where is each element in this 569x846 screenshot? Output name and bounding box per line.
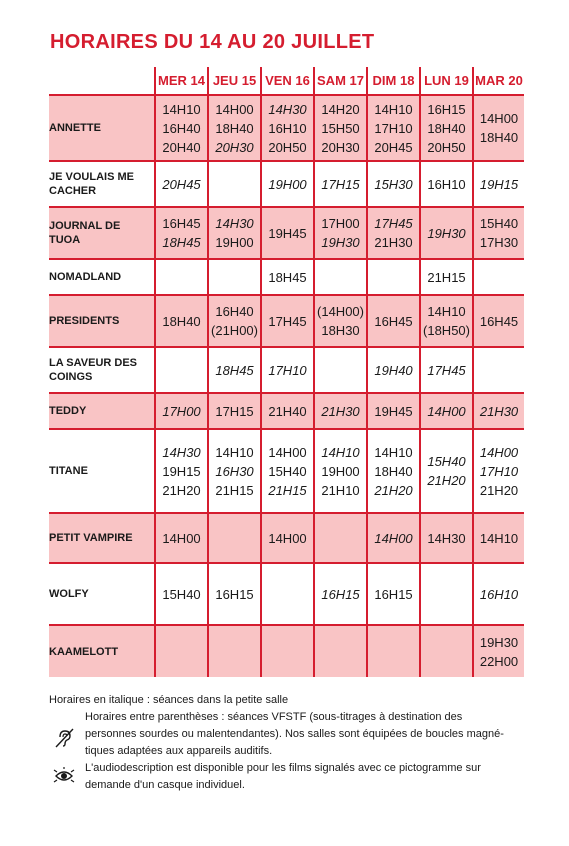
showtime: 19H30 xyxy=(427,225,466,241)
showtime-cell xyxy=(473,207,524,259)
showtime-cell xyxy=(367,259,420,295)
showtime-cell xyxy=(473,625,524,677)
showtime-cell xyxy=(314,161,367,207)
showtime: 17H45 xyxy=(268,313,307,329)
showtime-cell xyxy=(208,513,261,563)
showtime: 16H10 xyxy=(427,176,466,192)
showtime-cell xyxy=(420,207,473,259)
showtime-cell xyxy=(420,563,473,625)
note-vfstf xyxy=(49,709,539,760)
showtime-cell xyxy=(367,347,420,393)
film-row xyxy=(49,295,524,347)
showtime-cell xyxy=(367,563,420,625)
showtime-cell xyxy=(420,259,473,295)
showtime-cell xyxy=(314,513,367,563)
film-row xyxy=(49,259,524,295)
showtime: 19H30 xyxy=(321,235,360,250)
showtime: 14H00 xyxy=(374,530,413,546)
film-title: JOURNAL DE TUOA xyxy=(49,207,155,259)
showtime: 17H45 xyxy=(427,362,466,378)
showtime: 20H45 xyxy=(162,176,201,192)
showtime: 19H00 xyxy=(215,235,254,250)
showtime-cell xyxy=(261,429,314,513)
showtime: 16H10 xyxy=(268,120,307,136)
hearing-loop-icon xyxy=(53,728,75,748)
showtime-cell xyxy=(208,295,261,347)
film-row xyxy=(49,161,524,207)
showtime-cell xyxy=(420,295,473,347)
day-header: DIM 18 xyxy=(367,67,420,95)
day-header: MAR 20 xyxy=(473,67,524,95)
showtime: 14H10 xyxy=(374,444,413,460)
showtime-cell xyxy=(155,207,208,259)
showtime: 20H50 xyxy=(268,139,307,155)
showtime: 18H30 xyxy=(321,323,360,338)
showtime: 21H15 xyxy=(268,482,307,498)
showtime: 16H15 xyxy=(321,586,360,602)
showtime-cell xyxy=(367,161,420,207)
showtime: 21H30 xyxy=(479,403,519,419)
showtime: 16H15 xyxy=(427,101,466,117)
showtime: 21H10 xyxy=(321,482,360,498)
showtime: 14H30 xyxy=(215,216,254,231)
showtime: 14H00 xyxy=(479,444,519,460)
showtime: 16H15 xyxy=(374,586,413,602)
showtime: 14H00 xyxy=(162,530,201,546)
showtime: 19H15 xyxy=(479,176,519,192)
showtime: (21H00) xyxy=(211,323,258,338)
showtime-cell xyxy=(314,295,367,347)
showtime-cell xyxy=(367,393,420,429)
showtime: 16H45 xyxy=(162,216,201,231)
showtime: 14H20 xyxy=(321,101,360,117)
audio-description-eye-icon xyxy=(53,766,75,786)
showtime-cell xyxy=(208,393,261,429)
showtime-cell xyxy=(208,259,261,295)
showtime: 16H40 xyxy=(162,120,201,136)
showtime-cell xyxy=(261,563,314,625)
day-header: MER 14 xyxy=(155,67,208,95)
showtime-cell xyxy=(314,625,367,677)
film-row xyxy=(49,207,524,259)
film-title: TEDDY xyxy=(49,393,155,429)
showtime: 14H00 xyxy=(215,101,254,117)
showtime-cell xyxy=(261,259,314,295)
film-row xyxy=(49,513,524,563)
showtime: (18H50) xyxy=(423,323,470,338)
showtime-cell xyxy=(420,513,473,563)
showtime: 18H40 xyxy=(374,463,413,479)
showtime: 14H10 xyxy=(162,101,201,117)
showtime-cell xyxy=(473,95,524,161)
showtime: 21H15 xyxy=(215,482,254,498)
showtime-cell xyxy=(367,207,420,259)
showtime-cell xyxy=(155,625,208,677)
showtime-cell xyxy=(367,625,420,677)
showtime-cell xyxy=(420,95,473,161)
showtime-cell xyxy=(208,563,261,625)
schedule-body xyxy=(49,95,524,677)
showtime: 17H30 xyxy=(479,235,519,250)
film-title: TITANE xyxy=(49,429,155,513)
showtime-cell xyxy=(155,429,208,513)
showtime: 14H00 xyxy=(427,403,466,419)
showtime-cell xyxy=(155,347,208,393)
showtime: 20H30 xyxy=(215,139,254,155)
note-ad-line1: L'audiodescription est disponible pour les films signalés avec ce pictogramme sur xyxy=(85,762,481,774)
showtime: 16H10 xyxy=(479,586,519,602)
showtime-cell xyxy=(261,295,314,347)
showtime: 15H30 xyxy=(374,176,413,192)
showtime: 15H40 xyxy=(427,454,466,469)
showtime-cell xyxy=(314,563,367,625)
showtime: 21H20 xyxy=(479,482,519,498)
showtime-cell xyxy=(420,429,473,513)
showtime: 19H00 xyxy=(321,463,360,479)
showtime-cell xyxy=(208,161,261,207)
showtime: 15H50 xyxy=(321,120,360,136)
showtime-cell xyxy=(208,95,261,161)
film-row xyxy=(49,429,524,513)
film-row xyxy=(49,563,524,625)
showtime: 15H40 xyxy=(162,586,201,602)
film-title: KAAMELOTT xyxy=(49,625,155,677)
showtime: 17H15 xyxy=(215,403,254,419)
showtime: 17H45 xyxy=(374,216,413,231)
showtime-cell xyxy=(473,295,524,347)
film-title: PRESIDENTS xyxy=(49,295,155,347)
showtime-cell xyxy=(420,625,473,677)
showtime: 21H30 xyxy=(321,403,360,419)
showtime: 18H45 xyxy=(215,362,254,378)
showtime: 18H40 xyxy=(427,120,466,136)
showtime: 14H10 xyxy=(374,101,413,117)
showtime-cell xyxy=(420,161,473,207)
showtime-cell xyxy=(314,347,367,393)
showtime: 16H15 xyxy=(215,586,254,602)
showtime-cell xyxy=(473,393,524,429)
showtime-cell xyxy=(155,259,208,295)
film-row xyxy=(49,625,524,677)
showtime-cell xyxy=(314,393,367,429)
showtime: 18H40 xyxy=(162,313,201,329)
film-title: PETIT VAMPIRE xyxy=(49,513,155,563)
film-row xyxy=(49,95,524,161)
showtime: 21H20 xyxy=(162,482,201,498)
showtime-cell xyxy=(367,513,420,563)
film-title: ANNETTE xyxy=(49,95,155,161)
film-row xyxy=(49,393,524,429)
showtime: 14H30 xyxy=(162,444,201,460)
showtime: 19H00 xyxy=(268,176,307,192)
showtime-cell xyxy=(155,393,208,429)
day-header-row xyxy=(49,67,524,95)
showtime-cell xyxy=(420,393,473,429)
showtime-cell xyxy=(314,207,367,259)
showtime-cell xyxy=(473,563,524,625)
showtime: 21H30 xyxy=(374,235,413,250)
note-vfstf-line1: Horaires entre parenthèses : séances VFSTF (sous-titrages à destination des xyxy=(85,711,463,723)
showtime-cell xyxy=(314,95,367,161)
day-header: VEN 16 xyxy=(261,67,314,95)
note-ad-line2: demande d'un casque individuel. xyxy=(85,779,245,791)
showtime: 14H30 xyxy=(427,530,466,546)
showtime-cell xyxy=(155,95,208,161)
legend-notes xyxy=(49,692,539,794)
showtime-cell xyxy=(261,207,314,259)
showtime: 14H00 xyxy=(479,111,519,126)
showtime: 16H45 xyxy=(374,313,413,329)
showtime-cell xyxy=(261,625,314,677)
showtime: 16H45 xyxy=(479,313,519,329)
showtime-cell xyxy=(367,95,420,161)
showtime: 20H45 xyxy=(374,139,413,155)
film-row xyxy=(49,347,524,393)
showtime: 14H00 xyxy=(268,444,307,460)
showtime: 19H40 xyxy=(374,362,413,378)
showtime-cell xyxy=(473,347,524,393)
showtime: 17H10 xyxy=(374,120,413,136)
showtime: 18H40 xyxy=(479,130,519,145)
showtime: 21H20 xyxy=(427,473,466,488)
showtime: 17H15 xyxy=(321,176,360,192)
showtime-cell xyxy=(420,347,473,393)
showtime-cell xyxy=(473,259,524,295)
showtime-cell xyxy=(155,563,208,625)
film-title: WOLFY xyxy=(49,563,155,625)
showtime: 22H00 xyxy=(479,653,519,669)
showtime-cell xyxy=(155,161,208,207)
showtime-cell xyxy=(155,513,208,563)
note-audiodescription xyxy=(49,760,539,794)
showtime-cell xyxy=(473,161,524,207)
page-title: HORAIRES DU 14 AU 20 JUILLET xyxy=(50,31,375,53)
note-vfstf-line2: personnes sourdes ou malentendantes). Nos salles sont équipées de boucles magné- xyxy=(85,728,504,740)
showtime: 14H30 xyxy=(268,101,307,117)
showtime-cell xyxy=(208,625,261,677)
showtime-cell xyxy=(261,161,314,207)
showtime-cell xyxy=(208,347,261,393)
showtime: 21H20 xyxy=(374,482,413,498)
showtime: 14H10 xyxy=(479,530,519,546)
showtime-cell xyxy=(261,347,314,393)
showtime: 20H30 xyxy=(321,139,360,155)
showtime-cell xyxy=(208,207,261,259)
showtime: 19H15 xyxy=(162,463,201,479)
showtime: 17H00 xyxy=(321,216,360,231)
showtime-cell xyxy=(473,429,524,513)
showtime: 19H30 xyxy=(479,634,519,650)
showtime: 15H40 xyxy=(479,216,519,231)
film-title: JE VOULAIS ME CACHER xyxy=(49,161,155,207)
showtime: 20H50 xyxy=(427,139,466,155)
showtime: 18H45 xyxy=(162,235,201,250)
day-header: SAM 17 xyxy=(314,67,367,95)
header-corner xyxy=(49,67,155,95)
schedule-table xyxy=(49,67,524,677)
showtime: 19H45 xyxy=(374,403,413,419)
showtime: 16H40 xyxy=(215,304,254,319)
showtime: 14H00 xyxy=(268,530,307,546)
showtime: 15H40 xyxy=(268,463,307,479)
showtime-cell xyxy=(261,393,314,429)
showtime-cell xyxy=(261,513,314,563)
showtime-cell xyxy=(155,295,208,347)
showtime: 21H15 xyxy=(427,269,466,285)
showtime: 14H10 xyxy=(215,444,254,460)
showtime: 21H40 xyxy=(268,403,307,419)
showtime: 17H10 xyxy=(268,362,307,378)
showtime-cell xyxy=(314,429,367,513)
showtime: 18H40 xyxy=(215,120,254,136)
showtime: 14H10 xyxy=(321,444,360,460)
day-header: JEU 15 xyxy=(208,67,261,95)
day-header: LUN 19 xyxy=(420,67,473,95)
note-italic: Horaires en italique : séances dans la petite salle xyxy=(49,694,289,706)
showtime: 20H40 xyxy=(162,139,201,155)
showtime: 17H00 xyxy=(162,403,201,419)
showtime: 14H10 xyxy=(427,304,466,319)
showtime-cell xyxy=(314,259,367,295)
showtime-cell xyxy=(261,95,314,161)
showtime-cell xyxy=(208,429,261,513)
showtime: 16H30 xyxy=(215,463,254,479)
showtime: 18H45 xyxy=(268,269,307,285)
showtime-cell xyxy=(367,295,420,347)
showtime-cell xyxy=(367,429,420,513)
film-title: NOMADLAND xyxy=(49,259,155,295)
showtime-cell xyxy=(473,513,524,563)
showtime: 19H45 xyxy=(268,225,307,241)
film-title: LA SAVEUR DES COINGS xyxy=(49,347,155,393)
showtime: 17H10 xyxy=(479,463,519,479)
showtime: (14H00) xyxy=(317,304,364,319)
note-vfstf-line3: tiques adaptées aux appareils auditifs. xyxy=(85,745,273,757)
